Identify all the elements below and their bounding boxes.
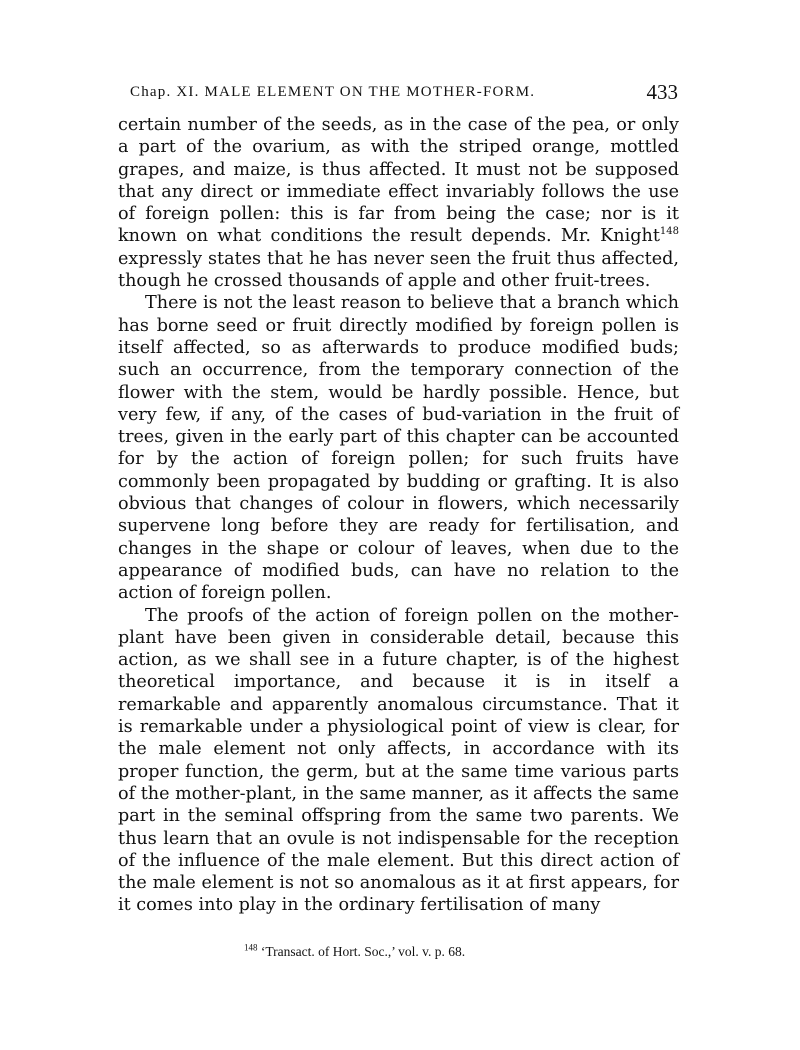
paragraph-1-text: certain number of the seeds, as in the case of the pea, or only a part of the ovarium, as with the striped orange, mottled grapes, and maize, is thus affected. It must not be supposed that any direct or immediate effect invariably follows the use of foreign pollen: this is far from being the case; nor is it known on what conditions the result depends. Mr. Knight: [118, 115, 679, 247]
paragraph-2: There is not the least reason to believe that a branch which has borne seed or fruit directly modified by foreign pollen is itself affected, so as afterwards to produce modified buds; such an occurrence, from the temporary connection of the flower with the stem, would be hardly possible. Hence, but very few, if any, of the cases of bud-variation in the fruit of trees, given in the early part of this chapter can be accounted for by the action of foreign pollen; for such fruits have commonly been propagated by budding or grafting. It is also obvious that changes of colour in flowers, which necessarily supervene long before they are ready for fertilisation, and changes in the shape or colour of leaves, when due to the appearance of modified buds, can have no relation to the action of foreign pollen.: [118, 293, 679, 604]
footnote-text: ‘Transact. of Hort. Soc.,’ vol. v. p. 68.: [257, 944, 466, 959]
footnote: [244, 944, 465, 960]
footnote-reference: 148: [659, 226, 679, 238]
page-number: 433: [646, 80, 678, 104]
chapter-label: Chap. XI.: [130, 84, 200, 100]
body-text: [118, 114, 679, 917]
footnote-number: 148: [244, 942, 258, 953]
chapter-title: MALE ELEMENT ON THE MOTHER-FORM.: [204, 84, 536, 100]
paragraph-1-text-cont: expressly states that he has never seen the fruit thus affected, though he crossed thousands of apple and other fruit-trees.: [118, 248, 679, 292]
running-head: [130, 80, 678, 110]
paragraph-3: The proofs of the action of foreign pollen on the mother-plant have been given in considerable detail, because this action, as we shall see in a future chapter, is of the highest theoretical importance, and because it is in itself a remarkable and apparently anomalous circumstance. That it is remarkable under a physiological point of view is clear, for the male element not only affects, in accordance with its proper function, the germ, but at the same time various parts of the mother-plant, in the same manner, as it affects the same part in the seminal offspring from the same two parents. We thus learn that an ovule is not indispensable for the reception of the influence of the male element. But this direct action of the male element is not so anomalous as it at first appears, for it comes into play in the ordinary fertilisation of many: [118, 605, 679, 916]
paragraph-1: [118, 114, 679, 292]
running-head-title: [130, 84, 535, 101]
